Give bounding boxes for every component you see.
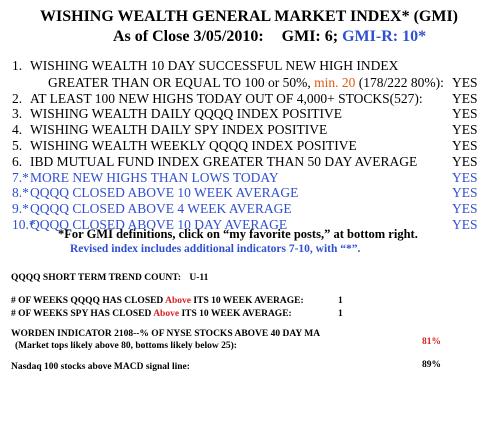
indicator-text: QQQQ CLOSED ABOVE 10 WEEK AVERAGE xyxy=(30,185,299,200)
indicator-number: 1. xyxy=(12,58,23,73)
indicator-text: QQQQ CLOSED ABOVE 4 WEEK AVERAGE xyxy=(30,201,292,216)
indicator-number: 8.* xyxy=(12,185,29,200)
weeks-qqqq-above: Above xyxy=(165,296,192,306)
indicator-text: IBD MUTUAL FUND INDEX GREATER THAN 50 DAY AVERAGE xyxy=(30,154,418,169)
weeks-spy-row xyxy=(11,309,292,319)
indicator-row xyxy=(12,122,327,138)
indicator-row xyxy=(12,91,423,107)
indicator-text: WISHING WEALTH DAILY QQQQ INDEX POSITIVE xyxy=(30,106,342,121)
header-date-line xyxy=(113,28,426,46)
indicator-row xyxy=(12,201,292,217)
worden-subtitle: (Market tops likely above 80, bottoms likely below 25): xyxy=(15,341,237,351)
indicator-text-end: (178/222 80%): xyxy=(355,75,444,90)
indicator-row xyxy=(12,154,417,170)
indicator-number: 2. xyxy=(12,91,23,106)
indicator-number: 7.* xyxy=(12,170,29,185)
trend-count-row xyxy=(11,273,208,283)
indicator-number: 10.* xyxy=(12,217,36,232)
indicator-row xyxy=(12,106,342,122)
indicator-text: WISHING WEALTH 10 DAY SUCCESSFUL NEW HIGH INDEX xyxy=(30,58,399,73)
macd-value: 89% xyxy=(422,360,441,370)
weeks-spy-value: 1 xyxy=(338,309,343,319)
gmi-value: GMI: 6; xyxy=(281,28,339,45)
indicator-result: YES xyxy=(452,75,478,90)
indicator-text: MORE NEW HIGHS THAN LOWS TODAY xyxy=(30,170,279,185)
as-of-date: As of Close 3/05/2010: xyxy=(113,28,264,45)
indicator-row xyxy=(12,58,398,74)
trend-count-label: QQQQ SHORT TERM TREND COUNT: xyxy=(11,273,181,283)
trend-count-value: U-11 xyxy=(189,273,209,283)
indicator-result: YES xyxy=(452,106,478,121)
indicator-result: YES xyxy=(452,201,478,216)
indicator-result: YES xyxy=(452,138,478,153)
weeks-qqqq-value: 1 xyxy=(338,296,343,306)
indicator-text: QQQQ CLOSED ABOVE 10 DAY AVERAGE xyxy=(30,217,288,232)
weeks-qqqq-label-end: ITS 10 WEEK AVERAGE: xyxy=(191,296,304,306)
indicator-row xyxy=(30,75,444,91)
indicator-text: GREATER THAN OR EQUAL TO 100 or 50%, xyxy=(48,75,315,90)
indicator-result: YES xyxy=(452,91,478,106)
definitions-note: *For GMI definitions, click on “my favorite posts,” at bottom right. xyxy=(58,227,418,241)
macd-label: Nasdaq 100 stocks above MACD signal line: xyxy=(11,362,190,372)
indicator-row xyxy=(12,170,279,186)
worden-title: WORDEN INDICATOR 2108--% OF NYSE STOCKS ABOVE 40 DAY MA xyxy=(11,329,321,339)
indicator-row xyxy=(12,185,298,201)
weeks-qqqq-label: # OF WEEKS QQQQ HAS CLOSED xyxy=(11,296,166,306)
weeks-spy-label: # OF WEEKS SPY HAS CLOSED xyxy=(11,309,154,319)
indicator-number: 6. xyxy=(12,154,23,169)
worden-value: 81% xyxy=(422,337,441,347)
indicator-number: 3. xyxy=(12,106,23,121)
indicator-result: YES xyxy=(452,154,478,169)
indicator-number: 4. xyxy=(12,122,23,137)
weeks-spy-label-end: ITS 10 WEEK AVERAGE: xyxy=(179,309,292,319)
indicator-number: 9.* xyxy=(12,201,29,216)
gmi-r-value: GMI-R: 10* xyxy=(342,28,427,45)
weeks-qqqq-row xyxy=(11,296,304,306)
indicator-number: 5. xyxy=(12,138,23,153)
revised-note: Revised index includes additional indicators 7-10, with “*”. xyxy=(70,243,361,255)
indicator-result: YES xyxy=(452,122,478,137)
indicator-result: YES xyxy=(452,170,478,185)
indicator-result: YES xyxy=(452,217,478,232)
indicator-row xyxy=(12,138,357,154)
indicator-text: WISHING WEALTH WEEKLY QQQQ INDEX POSITIVE xyxy=(30,138,357,153)
indicator-text: WISHING WEALTH DAILY SPY INDEX POSITIVE xyxy=(30,122,328,137)
weeks-spy-above: Above xyxy=(153,309,180,319)
page-title: WISHING WEALTH GENERAL MARKET INDEX* (GMI) xyxy=(40,8,458,25)
indicator-text: AT LEAST 100 NEW HIGHS TODAY OUT OF 4,000+ STOCKS(527): xyxy=(30,91,423,106)
indicator-min: min. 20 xyxy=(314,75,356,90)
indicator-result: YES xyxy=(452,185,478,200)
